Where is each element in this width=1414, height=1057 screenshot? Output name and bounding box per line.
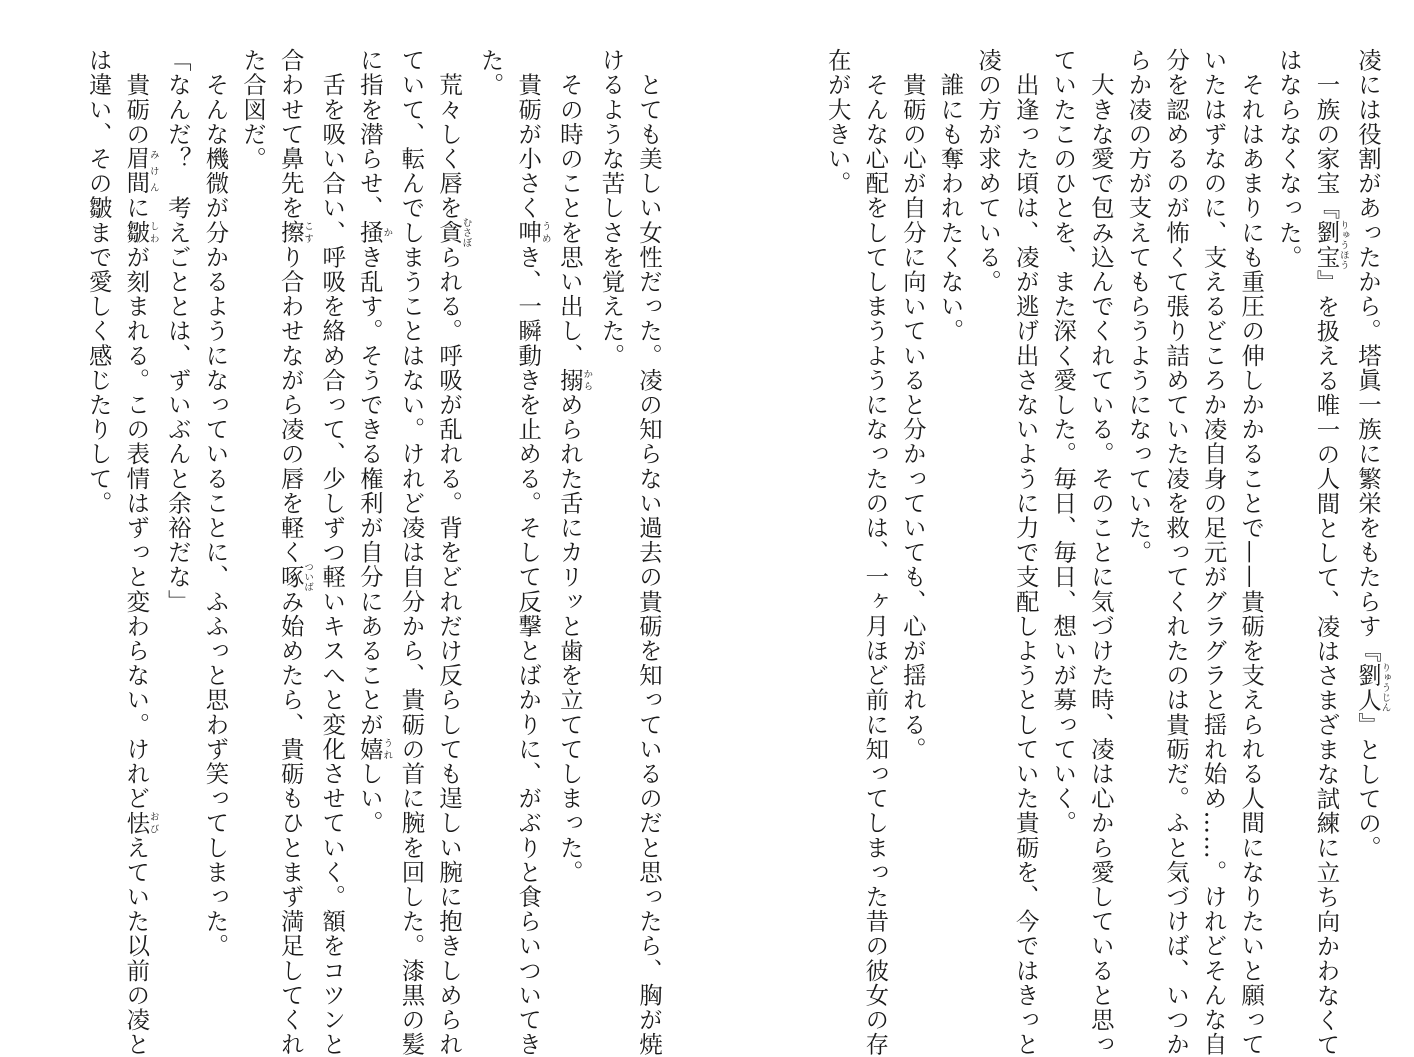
text-segment: そんな機微が分かるようになっていることに、ふふっと思わず笑ってしまった。	[201, 48, 230, 959]
text-line	[968, 48, 1006, 978]
ruby-annotation	[555, 367, 593, 393]
left-page-text	[79, 48, 667, 1057]
text-segment: 荒々しく唇を	[435, 48, 464, 221]
text-line	[1348, 48, 1390, 978]
ruby-reading: おび	[147, 810, 159, 836]
text-segment: ていたこのひとを、また深く愛した。毎日、毎日、想いが募っていく。	[1049, 48, 1078, 836]
text-line	[931, 48, 969, 978]
ruby-base: 眉間	[122, 146, 151, 196]
text-segment: いたはずなのに、支えるどころか凌自身の足元がグラグラと揺れ始め……。けれどそんな自	[1199, 48, 1228, 1057]
text-segment: 舌を吸い合い、呼吸を絡め合って、少しずつ軽いキスへと変化させていく。額をコツンと	[318, 48, 347, 1057]
text-line	[117, 48, 159, 1057]
text-line	[1232, 48, 1270, 1057]
ruby-annotation	[1354, 662, 1391, 713]
text-line	[629, 48, 667, 1057]
text-segment: そんな心配をしてしまうようになったのは、一ヶ月ほど前に知ってしまった昔の彼女の存	[861, 48, 890, 1057]
ruby-reading: りゅうほう	[1337, 220, 1349, 271]
text-line	[1269, 48, 1307, 978]
text-segment: とても美しい女性だった。凌の知らない過去の貴砺を知っているのだと思ったら、胸が焼	[635, 48, 663, 1057]
ruby-annotation	[276, 220, 314, 245]
text-segment: 』を扱える唯一の人間として、凌はさまざまな試練に立ち向かわなくて	[1312, 269, 1341, 1057]
ruby-base: 貪	[435, 217, 464, 248]
ruby-annotation	[514, 220, 551, 245]
text-segment: しい。	[355, 761, 384, 836]
text-segment: ていて、転んでしまうことはない。けれど凌は自分から、貴砺の首に腕を回した。漆黒の髪	[397, 48, 426, 1057]
text-line	[196, 48, 234, 978]
ruby-reading: ついば	[302, 561, 314, 592]
ruby-annotation	[122, 146, 159, 196]
text-line	[1044, 48, 1082, 978]
text-segment: 出逢った頃は、凌が逃げ出さないように力で支配しようとしていた貴砺を、今ではきっと	[1011, 48, 1040, 1057]
ruby-reading: むさぼ	[460, 217, 472, 248]
ruby-base: 啄	[276, 561, 305, 592]
text-segment: き乱す。そうできる権利が自分にあることが	[355, 244, 384, 737]
ruby-base: 掻	[355, 220, 384, 245]
text-segment: 凌には役割があったから。塔眞一族に繁栄をもたらす『	[1354, 48, 1382, 663]
ruby-base: 皺	[122, 220, 151, 245]
text-segment: 大きな愛で包み込んでくれている。そのことに気づけた時、凌は心から愛していると思っ	[1086, 48, 1115, 1057]
text-segment: み始めたら、貴砺もひとまず満足してくれ	[276, 589, 305, 1057]
ruby-base: 嬉	[355, 736, 384, 762]
text-line	[550, 48, 592, 978]
text-segment: に指を潜らせ、	[355, 48, 384, 221]
text-segment: 分を認めるのが怖くて張り詰めていた凌を救ってくれたのは貴砺だ。ふと気づけば、いつか	[1162, 48, 1191, 1057]
text-line	[1081, 48, 1119, 1057]
text-segment: それはあまりにも重圧の伸しかかることで——貴砺を支えられる人間になりたいと願って	[1237, 48, 1266, 1057]
text-segment: に	[122, 195, 151, 221]
text-segment: た合図だ。	[239, 48, 268, 171]
text-segment: 貴砺が小さく	[514, 48, 543, 221]
text-segment: えていた以前の凌と	[122, 835, 151, 1057]
text-segment: は違い、その皺まで愛しく感じたりして。	[84, 48, 113, 516]
ruby-annotation	[355, 736, 393, 762]
text-line	[1156, 48, 1194, 1057]
ruby-reading: か	[381, 220, 393, 245]
ruby-reading: りゅうじん	[1379, 662, 1391, 713]
text-line	[1307, 48, 1349, 1057]
text-segment: 凌の方が求めている。	[974, 48, 1003, 294]
text-segment: 一族の家宝『	[1312, 48, 1341, 221]
ruby-reading: から	[581, 367, 593, 393]
text-line	[509, 48, 551, 1057]
ruby-annotation	[276, 561, 314, 592]
ruby-base: 搦	[555, 367, 584, 393]
ruby-reading: しわ	[147, 220, 159, 245]
ruby-annotation	[122, 220, 159, 245]
text-line	[313, 48, 351, 1057]
ruby-base: 呻	[514, 220, 543, 245]
text-line	[592, 48, 630, 978]
ruby-annotation	[1312, 220, 1349, 271]
text-segment: り合わせながら凌の唇を軽く	[276, 244, 305, 565]
text-segment: その時のことを思い出し、	[555, 48, 584, 368]
right-page-text	[818, 48, 1391, 1057]
text-line	[429, 48, 472, 1057]
text-segment: められた舌にカリッと歯を立ててしまった。	[555, 392, 584, 885]
text-line	[818, 48, 856, 978]
text-line	[158, 48, 196, 978]
text-line	[392, 48, 430, 1057]
text-line	[1006, 48, 1044, 1057]
ruby-annotation	[435, 217, 472, 248]
ruby-base: 劉宝	[1312, 220, 1341, 270]
text-segment: はならなくなった。	[1274, 48, 1303, 270]
text-line	[893, 48, 931, 978]
text-line	[856, 48, 894, 1057]
ruby-reading: うれ	[381, 736, 393, 762]
text-segment: た。	[476, 48, 505, 98]
text-segment: 貴砺の心が自分に向いていると分かっていても、心が揺れる。	[898, 48, 927, 762]
text-segment: 合わせて鼻先を	[276, 48, 305, 221]
ruby-annotation	[122, 810, 159, 836]
text-line	[1194, 48, 1232, 1057]
text-segment: 貴砺の	[122, 48, 151, 147]
text-segment: 「なんだ？ 考えごととは、ずいぶんと余裕だな」	[163, 48, 192, 614]
text-segment: らか凌の方が支えてもらうようになっていた。	[1124, 48, 1153, 565]
ruby-base: 怯	[122, 810, 151, 836]
ruby-reading: こす	[302, 220, 314, 245]
text-segment: 在が大きい。	[823, 48, 852, 196]
ruby-annotation	[355, 220, 393, 245]
text-segment: られる。呼吸が乱れる。背をどれだけ反らしても逞しい腕に抱きしめられ	[435, 244, 464, 1057]
ruby-reading: みけん	[147, 146, 159, 196]
text-line	[350, 48, 392, 978]
text-line	[471, 48, 509, 978]
text-segment: き、一瞬動きを止める。そして反撃とばかりに、がぶりと食らいついてき	[514, 244, 543, 1057]
text-segment: 』としての。	[1354, 712, 1382, 861]
ruby-base: 擦	[276, 220, 305, 245]
text-segment: が刻まれる。この表情はずっと変わらない。けれど	[122, 244, 151, 811]
text-line	[79, 48, 117, 978]
right-page	[707, 0, 1414, 1057]
text-line	[233, 48, 271, 978]
text-segment: けるような苦しさを覚えた。	[597, 48, 626, 368]
text-line	[1119, 48, 1157, 978]
ruby-reading: うめ	[539, 220, 551, 245]
text-line	[271, 48, 314, 1057]
text-segment: 誰にも奪われたくない。	[936, 48, 965, 344]
ruby-base: 劉人	[1354, 662, 1382, 713]
